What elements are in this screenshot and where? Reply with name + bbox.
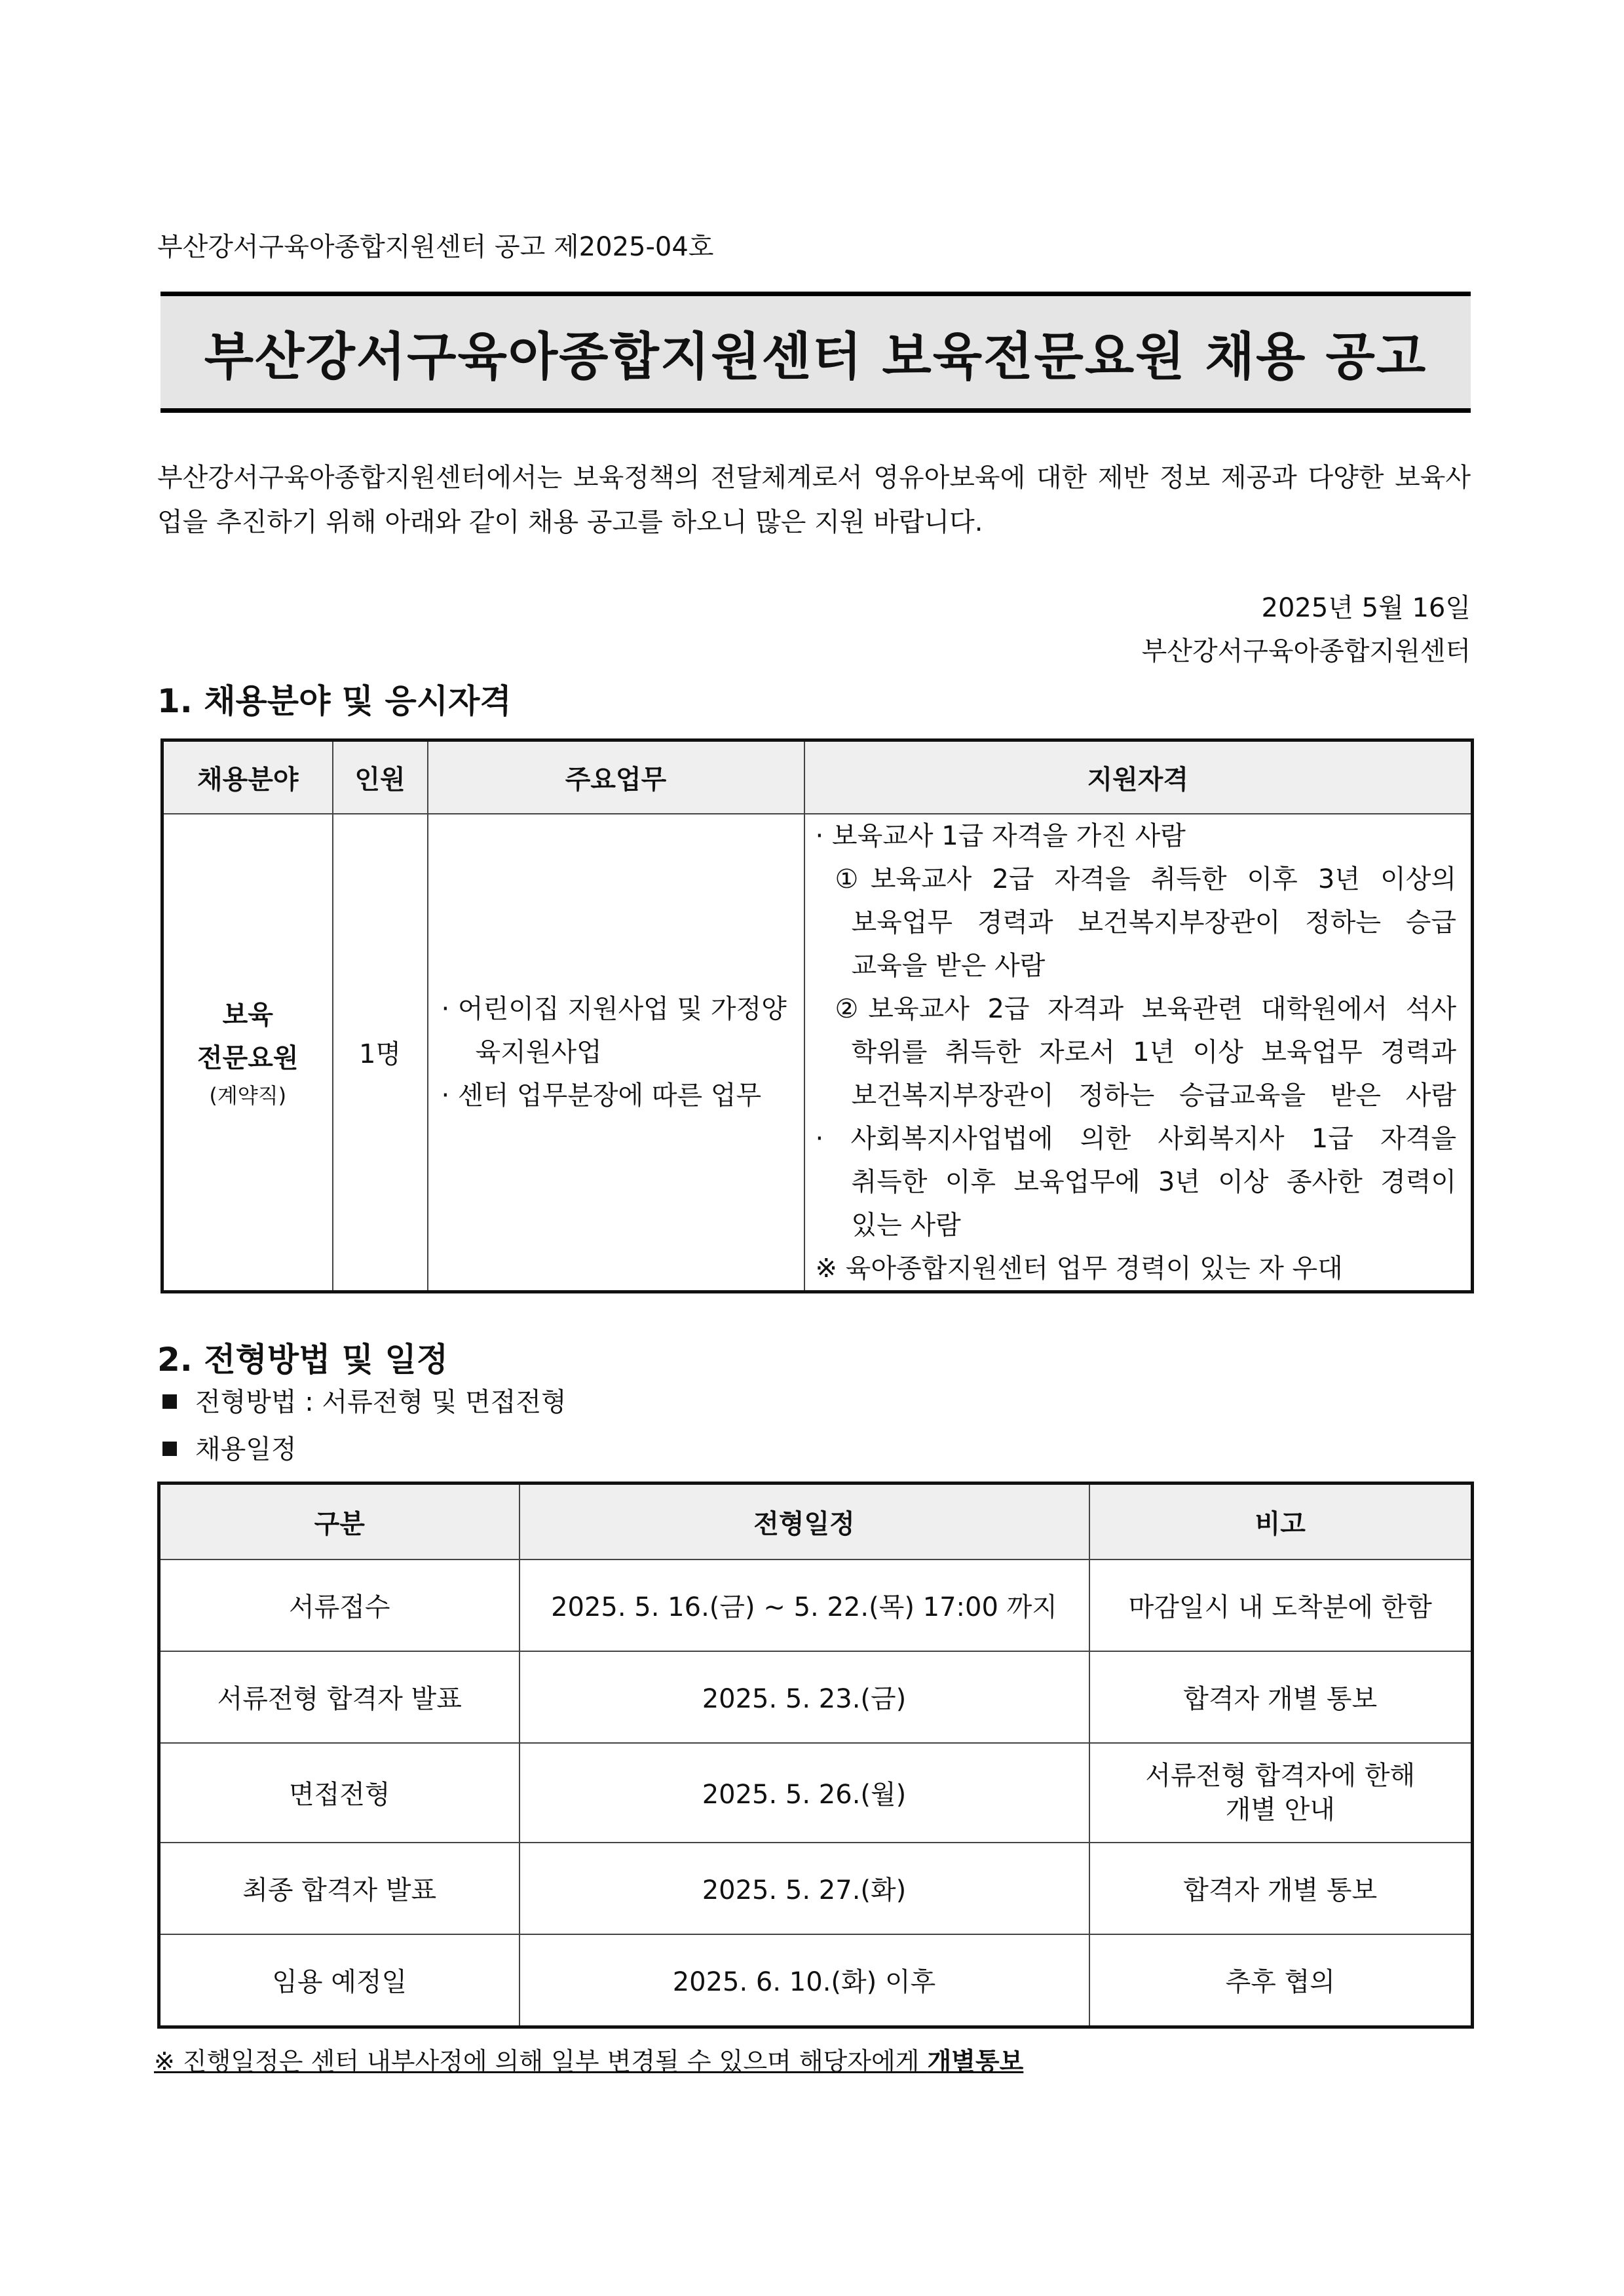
qualification-line: · 보육교사 1급 자격을 가진 사람 <box>815 820 1186 851</box>
qualification-line: 보건복지부장관이 정하는 승급교육을 받은 사람 <box>851 1080 1456 1111</box>
preference-note: ※ 육아종합지원센터 업무 경력이 있는 자 우대 <box>815 1253 1343 1284</box>
schedule-label-text: 채용일정 <box>195 1434 297 1464</box>
col-stage: 구분 <box>159 1483 519 1559</box>
issuing-organization: 부산강서구육아종합지원센터 <box>1141 636 1471 666</box>
field-cell <box>162 814 333 1292</box>
col-schedule: 전형일정 <box>519 1483 1089 1559</box>
col-field: 채용분야 <box>162 740 333 814</box>
schedule-table <box>157 1482 1474 2029</box>
stage-cell: 서류전형 합격자 발표 <box>159 1651 519 1743</box>
headcount-cell: 1명 <box>333 814 428 1292</box>
col-count: 인원 <box>333 740 428 814</box>
title-box <box>161 292 1471 413</box>
duties-cell <box>428 814 804 1292</box>
note-line: 개별 안내 <box>1225 1794 1335 1825</box>
qualification-line: 있는 사람 <box>851 1210 961 1240</box>
table-row <box>159 1843 1473 1934</box>
table-row <box>159 1934 1473 2027</box>
table-header-row <box>162 740 1473 814</box>
qualification-line: 취득한 이후 보육업무에 3년 이상 종사한 경력이 <box>851 1166 1456 1197</box>
duty-item: · 어린이집 지원사업 및 가정양육지원사업 <box>441 993 787 1067</box>
announcement-date: 2025년 5월 16일 <box>1261 593 1471 623</box>
note-cell: 추후 협의 <box>1089 1934 1473 2027</box>
selection-method-item <box>162 1381 567 1419</box>
table-row <box>159 1559 1473 1651</box>
note-cell: 합격자 개별 통보 <box>1089 1651 1473 1743</box>
table-row <box>162 814 1473 1292</box>
qualification-line: · 사회복지사업법에 의한 사회복지사 1급 자격을 <box>815 1123 1456 1154</box>
stage-cell: 최종 합격자 발표 <box>159 1843 519 1934</box>
schedule-label-item <box>162 1428 297 1466</box>
notice-number: 부산강서구육아종합지원센터 공고 제2025-04호 <box>157 232 714 262</box>
section1-heading: 1. 채용분야 및 응시자격 <box>157 682 512 720</box>
table-row <box>159 1743 1473 1843</box>
date-cell: 2025. 5. 23.(금) <box>519 1651 1089 1743</box>
selection-method-text: 전형방법 : 서류전형 및 면접전형 <box>195 1387 567 1417</box>
footnote-emphasis: 개별통보 <box>927 2047 1024 2076</box>
note-cell: 마감일시 내 도착분에 한함 <box>1089 1559 1473 1651</box>
stage-cell: 면접전형 <box>159 1743 519 1843</box>
intro-paragraph: 부산강서구육아종합지원센터에서는 보육정책의 전달체계로서 영유아보육에 대한 제반 정보 제공과 다양한 보육사업을 추진하기 위해 아래와 같이 채용 공고를 하오니 많은 지원 바랍니다. <box>157 463 1471 537</box>
qualification-table <box>161 738 1474 1293</box>
qualification-line: 학위를 취득한 자로서 1년 이상 보육업무 경력과 <box>851 1037 1456 1067</box>
footnote-text: ※ 진행일정은 센터 내부사정에 의해 일부 변경될 수 있으며 해당자에게 <box>154 2047 928 2076</box>
field-name-line1: 보육 <box>222 999 273 1030</box>
table-header-row <box>159 1483 1473 1559</box>
page-title: 부산강서구육아종합지원센터 보육전문요원 채용 공고 <box>204 327 1427 387</box>
note-cell <box>1089 1743 1473 1843</box>
stage-cell: 임용 예정일 <box>159 1934 519 2027</box>
qualification-line: 교육을 받은 사람 <box>851 950 1046 981</box>
date-cell: 2025. 6. 10.(화) 이후 <box>519 1934 1089 2027</box>
field-contract-type: (계약직) <box>209 1082 287 1108</box>
qualification-line: ①보육교사 2급 자격을 취득한 이후 3년 이상의 <box>835 864 1456 894</box>
note-line: 서류전형 합격자에 한해 <box>1145 1760 1416 1791</box>
duty-item: · 센터 업무분장에 따른 업무 <box>441 1080 762 1111</box>
qualifications-cell <box>804 814 1473 1292</box>
stage-cell: 서류접수 <box>159 1559 519 1651</box>
bullet-square-icon <box>162 1442 177 1456</box>
schedule-footnote <box>154 2041 1023 2077</box>
col-remarks: 비고 <box>1089 1483 1473 1559</box>
date-cell: 2025. 5. 26.(월) <box>519 1743 1089 1843</box>
table-row <box>159 1651 1473 1743</box>
date-cell: 2025. 5. 27.(화) <box>519 1843 1089 1934</box>
field-name-line2: 전문요원 <box>197 1043 299 1073</box>
qualification-line: 보육업무 경력과 보건복지부장관이 정하는 승급 <box>851 907 1456 938</box>
section2-heading: 2. 전형방법 및 일정 <box>157 1341 449 1379</box>
col-qualifications: 지원자격 <box>804 740 1473 814</box>
note-cell: 합격자 개별 통보 <box>1089 1843 1473 1934</box>
date-cell: 2025. 5. 16.(금) ~ 5. 22.(목) 17:00 까지 <box>519 1559 1089 1651</box>
bullet-square-icon <box>162 1394 177 1409</box>
qualification-line: ②보육교사 2급 자격과 보육관련 대학원에서 석사 <box>835 993 1456 1024</box>
col-duties: 주요업무 <box>428 740 804 814</box>
